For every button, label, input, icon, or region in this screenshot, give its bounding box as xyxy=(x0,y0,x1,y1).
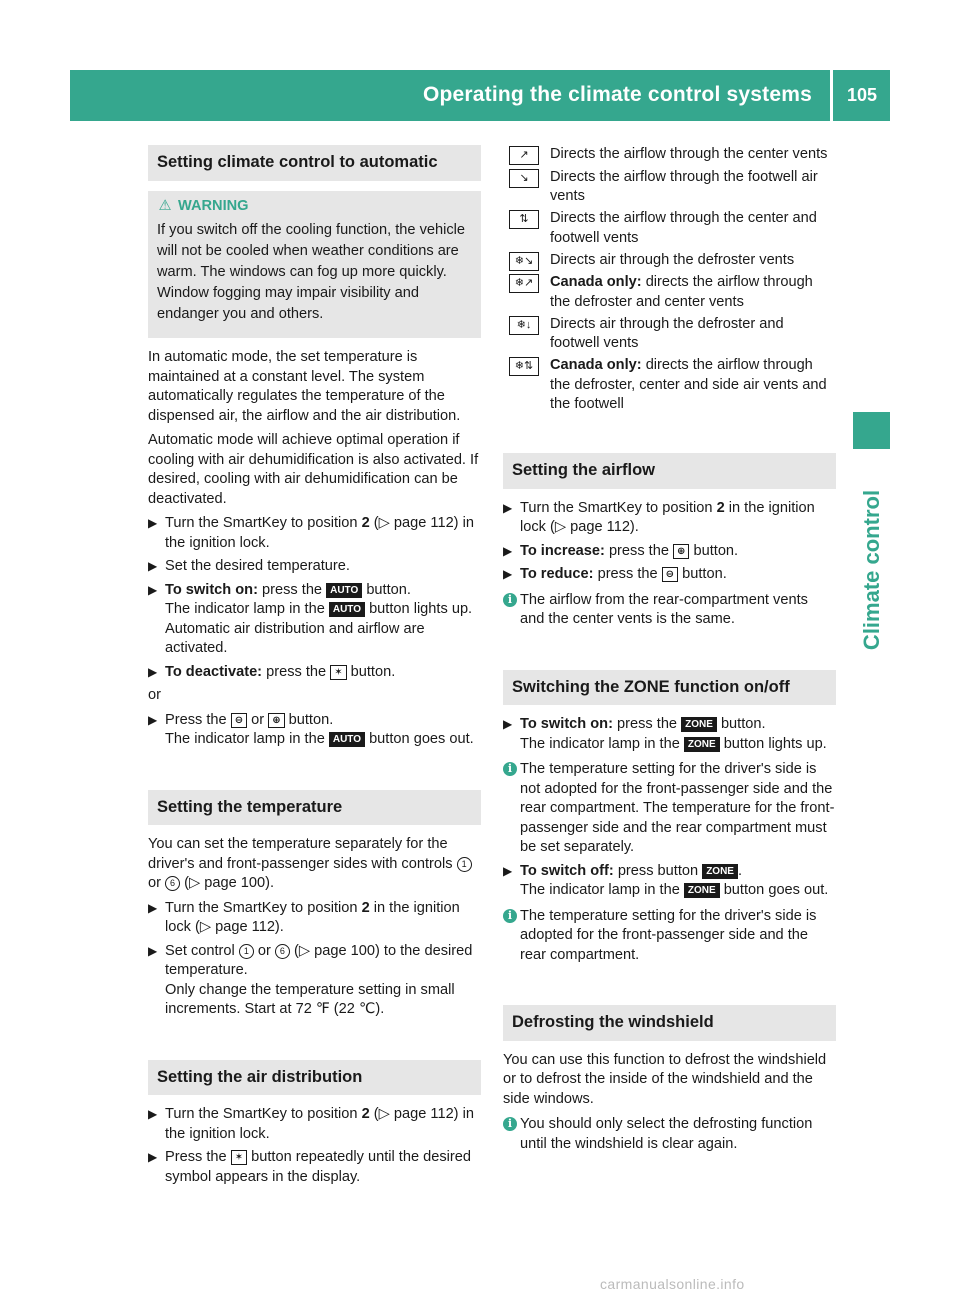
zone-button-icon: ZONE xyxy=(684,737,720,752)
auto-button-icon: AUTO xyxy=(329,732,365,747)
info-icon: i xyxy=(503,1117,517,1131)
airflow-footwell-icon: ↘ xyxy=(509,169,539,188)
air-distribution-row: ❄↓ Directs air through the defroster and footwell vents xyxy=(503,315,836,354)
step: ▶ Press the ⊖ or ⊕ button. The indicator lamp in the AUTO button goes out. xyxy=(148,711,474,747)
airflow-defroster-footwell-icon: ❄↓ xyxy=(509,316,539,335)
auto-button-icon: AUTO xyxy=(326,583,362,598)
right-column xyxy=(503,145,836,1158)
control-6-icon: 6 xyxy=(165,876,180,891)
air-distribution-row: ❄↗ Canada only: directs the airflow through the defroster and center vents xyxy=(503,273,836,312)
step: ▶ To deactivate: press the ✶ button. xyxy=(148,663,481,683)
auto-button-icon: AUTO xyxy=(329,602,365,617)
airflow-center-footwell-icon: ⇅ xyxy=(509,210,539,229)
step: ▶ To reduce: press the ⊖ button. xyxy=(503,565,836,585)
air-distribution-row: ❄↘ Directs air through the defroster vents xyxy=(503,251,836,271)
section-heading-auto: Setting climate control to automatic xyxy=(148,145,481,181)
section-heading-temperature: Setting the temperature xyxy=(148,790,481,826)
air-distribution-row: ↗ Directs the airflow through the center vents xyxy=(503,145,836,165)
zone-button-icon: ZONE xyxy=(681,717,717,732)
chapter-tab xyxy=(852,475,892,665)
step-arrow-icon: ▶ xyxy=(148,712,158,727)
step: ▶ Turn the SmartKey to position 2 in the ignition lock (▷ page 112). xyxy=(148,899,460,935)
fan-plus-button-icon: ⊕ xyxy=(673,544,689,559)
watermark: carmanualsonline.info xyxy=(600,1276,745,1292)
step: ▶ Set control 1 or 6 (▷ page 100) to the desired temperature. Only change the temperature setting in small increments. Start at 72 ℉ (22 ℃). xyxy=(148,942,473,1017)
info-icon: i xyxy=(503,909,517,923)
paragraph: Automatic mode will achieve optimal operation if cooling with air dehumidification is also activated. If desired, cooling with air dehumidification can be deactivated. xyxy=(148,432,479,507)
step-arrow-icon: ▶ xyxy=(503,717,513,731)
control-6-icon: 6 xyxy=(275,944,290,959)
page-number: 105 xyxy=(846,85,878,105)
left-column xyxy=(148,145,481,1191)
air-distribution-button-icon: ✶ xyxy=(231,1150,247,1165)
chapter-marker xyxy=(853,412,890,449)
section-heading-zone: Switching the ZONE function on/off xyxy=(503,670,836,706)
page-header xyxy=(70,70,890,121)
fan-plus-button-icon: ⊕ xyxy=(268,713,284,728)
airflow-all-vents-icon: ❄⇅ xyxy=(509,357,539,376)
page-title: Operating the climate control systems xyxy=(422,83,812,106)
header-divider xyxy=(830,70,833,121)
info-note: i You should only select the defrosting function until the windshield is clear again. xyxy=(503,1115,836,1154)
step-arrow-icon: ▶ xyxy=(503,567,513,581)
chapter-label: Climate control xyxy=(859,489,884,651)
step-arrow-icon: ▶ xyxy=(148,664,158,679)
air-distribution-row: ❄⇅ Canada only: directs the airflow through the defroster, center and side air vents and the footwell xyxy=(503,356,836,415)
paragraph: You can set the temperature separately for the driver's and front-passenger sides with controls 1 or 6 (▷ page 100). xyxy=(148,835,481,894)
air-distribution-button-icon: ✶ xyxy=(330,665,346,680)
step-arrow-icon: ▶ xyxy=(148,1150,158,1164)
airflow-defroster-center-icon: ❄↗ xyxy=(509,274,539,293)
paragraph: In automatic mode, the set temperature is maintained at a constant level. The system automatically regulates the temperature of the dispensed air, the airflow and the air distribution. xyxy=(148,349,461,424)
section-heading-defrost: Defrosting the windshield xyxy=(503,1005,836,1041)
step-arrow-icon: ▶ xyxy=(148,559,158,573)
warning-box xyxy=(148,191,481,339)
step-arrow-icon: ▶ xyxy=(148,1107,158,1121)
warning-triangle-icon: ⚠ xyxy=(158,197,172,214)
info-icon: i xyxy=(503,593,517,607)
step: ▶ To switch off: press button ZONE . The indicator lamp in the ZONE button goes out. xyxy=(503,862,829,898)
control-1-icon: 1 xyxy=(457,857,472,872)
step-arrow-icon: ▶ xyxy=(148,582,158,597)
step: ▶ Press the ✶ button repeatedly until the desired symbol appears in the display. xyxy=(148,1149,472,1185)
step: ▶ Turn the SmartKey to position 2 (▷ page 112) in the ignition lock. xyxy=(148,515,474,551)
step: ▶ Turn the SmartKey to position 2 (▷ page 112) in the ignition lock. xyxy=(148,1106,474,1142)
step-arrow-icon: ▶ xyxy=(148,900,158,915)
info-note: i The temperature setting for the driver's side is adopted for the front-passenger side and the rear compartment. xyxy=(503,907,836,966)
paragraph: You can use this function to defrost the windshield or to defrost the inside of the windshield and the side windows. xyxy=(503,1051,827,1107)
info-note: i The temperature setting for the driver's side is not adopted for the front-passenger side and the rear compartment. The temperature for the front-passenger side and the rear compartment must be set separately. xyxy=(503,760,836,858)
step-arrow-icon: ▶ xyxy=(148,943,158,958)
fan-minus-button-icon: ⊖ xyxy=(662,567,678,582)
zone-button-icon: ZONE xyxy=(684,883,720,898)
step-arrow-icon: ▶ xyxy=(503,863,513,878)
step-arrow-icon: ▶ xyxy=(503,500,513,515)
info-note: i The airflow from the rear-compartment vents and the center vents is the same. xyxy=(503,591,836,630)
step: ▶ To increase: press the ⊕ button. xyxy=(503,542,836,562)
air-distribution-row: ⇅ Directs the airflow through the center and footwell vents xyxy=(503,209,836,248)
fan-minus-button-icon: ⊖ xyxy=(231,713,247,728)
airflow-defroster-icon: ❄↘ xyxy=(509,252,539,271)
info-icon: i xyxy=(503,762,517,776)
step: ▶ To switch on: press the ZONE button. The indicator lamp in the ZONE button lights up. xyxy=(503,716,827,752)
section-heading-air-distribution: Setting the air distribution xyxy=(148,1060,481,1096)
zone-button-icon: ZONE xyxy=(702,864,738,879)
control-1-icon: 1 xyxy=(239,944,254,959)
step-arrow-icon: ▶ xyxy=(148,516,158,530)
warning-title: ⚠ WARNING xyxy=(157,197,472,217)
airflow-center-icon: ↗ xyxy=(509,146,539,165)
step-arrow-icon: ▶ xyxy=(503,543,513,558)
section-heading-airflow: Setting the airflow xyxy=(503,453,836,489)
warning-text: If you switch off the cooling function, the vehicle will not be cooled when weather conditions are warm. The windows can fog up more quickly. Window fogging may impair visibility and endanger you and others. xyxy=(157,222,466,322)
step: ▶ Set the desired temperature. xyxy=(148,557,481,577)
step: ▶ Turn the SmartKey to position 2 in the ignition lock (▷ page 112). xyxy=(503,499,815,535)
step: ▶ To switch on: press the AUTO button. The indicator lamp in the AUTO button lights up. Automatic air distribution and airflow are activated. xyxy=(148,581,473,656)
or-text: or xyxy=(148,687,161,703)
air-distribution-row: ↘ Directs the airflow through the footwell air vents xyxy=(503,168,836,207)
